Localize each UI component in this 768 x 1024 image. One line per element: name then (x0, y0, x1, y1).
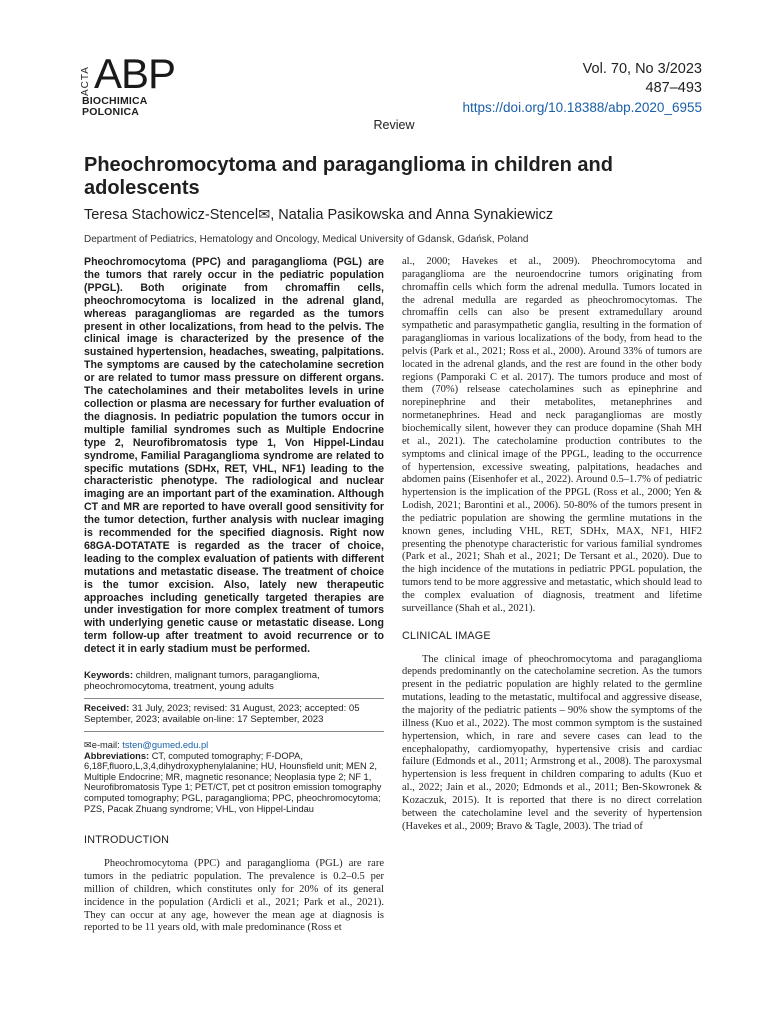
clinical-image-paragraph: The clinical image of pheochromocytoma and paraganglioma depends predominantly on the catecholamine secretion. As the tumors present in the pediatric population are highly related to the germline mutations, leading to the metastatic, multifocal and aggressive disease, the majority of the pediatric patients – 90% show the symptoms of the illness (Kuo et al., 2022). The most common symptom is the sustained hypertension, which, in rare and severe cases can lead to the encephalopathy, cardiomyopathy, hypertensive crisis and cardiac failure (Edmonds et al., 2011; Armstrong et al., 2008). The paroxysmal hypertension is less frequent in children comparing to adults (Kuo et al., 2022; Jain et al., 2020; Edmonds et al., 2011; Ben-Skowronek & Kozaczuk, 2015). It is reported that there is no direct correlation between the catecholamine level and the severity of hypertension (Havekes et al., 2009; Bravo & Tagle, 2003). The triad of (402, 653, 702, 832)
abbreviations-text: CT, computed tomography; F-DOPA, 6,18F,fluoro,L,3,4,dihydroxyphenylalanine; HU, Hounsfield unit; MEN 2, Multiple Endocrine; MR, magnetic resonance; Neoplasia type 2; NF 1, Neurofibromatosis Type 1; PET/CT, pet ct positron emission tomography computed tomography; PGL, paraganglioma; PPC, pheochromocytoma; PZS, Pacak Zhuang syndrome; VHL, von Hippel-Lindau (84, 750, 382, 814)
dates-text: 31 July, 2023; revised: 31 August, 2023; accepted: 05 September, 2023; available on-line: 17 September, 2023 (84, 703, 360, 726)
divider (84, 698, 384, 699)
article-type: Review (373, 118, 415, 132)
introduction-paragraph: Pheochromocytoma (PPC) and paraganglioma (PGL) are rare tumors in the pediatric population. The prevalence is 0.2–0.5 per million of children, which constitutes only for 20% of its general incidence in the population (Ardicli et al., 2021; Park et al., 2021). They can occur at any age, however the mean age at diagnosis is reported to be 11 years old, with male predominance (Ross et (84, 858, 384, 934)
logo-acta: ACTA (80, 66, 91, 96)
email-link[interactable]: tsten@gumed.edu.pl (122, 740, 209, 751)
affiliation: Department of Pediatrics, Hematology and Oncology, Medical University of Gdansk, Gdańsk, Poland (84, 234, 529, 245)
citation-meta (463, 60, 702, 117)
abbreviations-label: Abbreviations: (84, 750, 150, 761)
logo-line2: POLONICA (82, 106, 140, 118)
keywords (84, 670, 384, 692)
divider (84, 731, 384, 732)
keywords-text: children, malignant tumors, paraganglioma, pheochromocytoma, treatment, young adults (84, 670, 320, 693)
left-column (84, 256, 384, 935)
keywords-label: Keywords: (84, 670, 134, 682)
clinical-image-heading: CLINICAL IMAGE (402, 629, 491, 642)
authors: Teresa Stachowicz-Stencel✉, Natalia Pasikowska and Anna Synakiewicz (84, 207, 554, 223)
received-label: Received: (84, 703, 130, 715)
dates (84, 703, 384, 725)
volume: Vol. 70, No 3/2023 (582, 61, 702, 77)
logo-line1: BIOCHIMICA (82, 95, 148, 107)
introduction-paragraph-continued: al., 2000; Havekes et al., 2009). Pheochromocytoma and paraganglioma are the neuroendocrine tumors originating from chromaffin cells which form the adrenal medulla. Tumors located in the adrenal medulla are regarded as pheochromocytomas. The chromaffin cells can also be present extramedullary around sympathetic and parasympathetic ganglia, resulting in the formation of paragangliomas in various localizations of the body, from head to the pelvis (Park et al., 2021; Ross et al., 2000). Around 33% of tumors are located in the adrenal glands, and the rest are found in the other body regions (Pamporaki C et al. 2017). The tumors produce and most of them (70%) relsease catecholamines such as epinephrine and norepinephrine and their metabolites, metanephrines and normetanephrines. Head and neck paragangliomas are mostly biochemically silent, however they can produce dopamine (Shah MH et al., 2021). The catecholamine production contributes to the symptoms and clinical image of the PPGL, leading to the occurrence of hypertension, excessive sweating, palpitations, headaches and abdomen pains (Eisenhofer et al., 2022). Around 0.5–1.7% of pediatric hypertension is the implication of the PPGL (Ross et al., 2000; Yen & Lodish, 2021; Barontini et al., 2006). 50-80% of the tumors present in the pediatric population are showing the germline mutations in the known genes, including VHL, RET, SDHx, MAX, NF1, HIF2 presenting the phenotype characteristic for various familial syndromes (Park et al., 2021; Shah et al., 2021; De Tersant et al., 2020). Due to the high incidence of the mutations in pediatric PPGL population, the tumors tend to be more aggressive and metastatic, which should lead to the complex evaluation of diagnosis, treatment and lifetime surveillance (Shah et al., 2021). (402, 256, 702, 614)
email-label: ✉e-mail: (84, 740, 120, 751)
right-column (402, 256, 702, 833)
doi-link[interactable]: https://doi.org/10.18388/abp.2020_6955 (462, 100, 702, 115)
pages: 487–493 (645, 80, 702, 96)
journal-logo (80, 50, 176, 120)
introduction-heading: INTRODUCTION (84, 834, 170, 847)
logo-abp: ABP (94, 50, 176, 97)
abstract: Pheochromocytoma (PPC) and paraganglioma (PGL) are the tumors that rarely occur in the pediatric population (PPGL). Both originate from chromaffin cells, pheochromocytoma is localized in the adrenal gland, whereas paragangliomas are regarded as the tumors present in other localizations, from head to the pelvis. The clinical image is characterized by the presence of the sustained hypertension, headaches, sweating, palpitations. The symptoms are caused by the catecholamine secretion or are related to tumor mass pressure on different organs. The catecholamines and their metabolites levels in urine collection or plasma are necessary for further evaluation of the diagnosis. In pediatric population the tumors occur in multiple familial syndromes such as Multiple Endocrine type 2, Neurofibromatosis type 1, Von Hippel-Lindau syndrome, Familial Paraganglioma syndrome are related to specific mutations (SDHx, RET, VHL, NF1) leading to the characteristic phenotype. The radiological and nuclear imaging are an important part of the examination. Although CT and MR are reported to have overall good sensitivity for the tumor detection, further analysis with nuclear imaging is recommended for the specified diagnosis. Right now 68GA-DOTATATE is regarded as the tracer of choice, leading to the complex evaluation of patients with different mutations and metastatic disease. The treatment of choice is the tumor excision. Also, lately new therapeutic approaches including genetically targeted therapies are under investigation for more complex treatment of tumors with underlying genetic cause or metastatic disease. Long term follow-up after treatment to avoid recurrence or to detect it in early stadium must be performed. (84, 256, 384, 656)
article-title: Pheochromocytoma and paraganglioma in children and adolescents (84, 154, 613, 199)
correspondence (84, 740, 384, 814)
logo-subtitle (82, 96, 148, 118)
